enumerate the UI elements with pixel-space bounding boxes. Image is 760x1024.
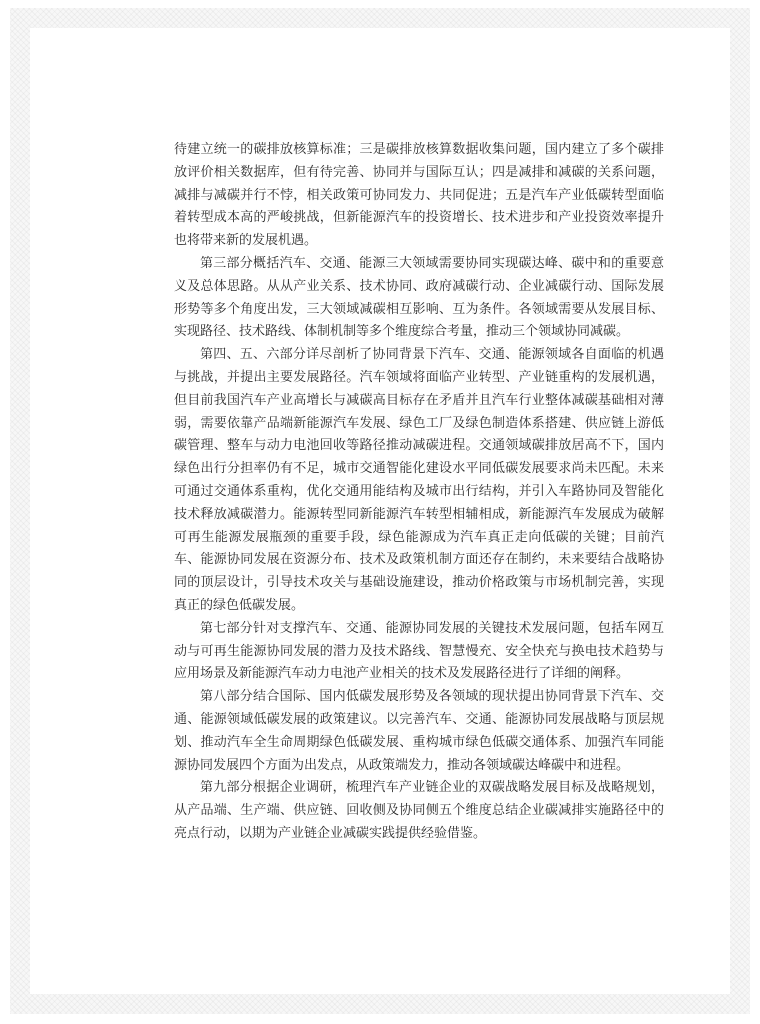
paragraph-continued: 待建立统一的碳排放核算标准；三是碳排放核算数据收集问题，国内建立了多个碳排放评价相关数据库，但有待完善、协同并与国际互认；四是减排和减碳的关系问题，减排与减碳并行不悖，相关政策可协同发力、共同促进；五是汽车产业低碳转型面临着转型成本高的严峻挑战，但新能源汽车的投资增长、技术进步和产业投资效率提升也将带来新的发展机遇。 bbox=[174, 142, 664, 249]
paragraph-part-three: 第三部分概括汽车、交通、能源三大领域需要协同实现碳达峰、碳中和的重要意义及总体思路。从从产业关系、技术协同、政府减碳行动、企业减碳行动、国际发展形势等多个角度出发，三大领域减碳相互影响、互为条件。各领域需要从发展目标、实现路径、技术路线、体制机制等多个维度综合考量，推动三个领域协同减碳。 bbox=[174, 255, 664, 340]
document-body bbox=[174, 139, 664, 846]
paragraph-part-seven: 第七部分针对支撑汽车、交通、能源协同发展的关键技术发展问题，包括车网互动与可再生能源协同发展的潜力及技术路线、智慧慢充、安全快充与换电技术趋势与应用场景及新能源汽车动力电池产业相关的技术及发展路径进行了详细的阐释。 bbox=[174, 620, 664, 682]
document-page bbox=[30, 28, 730, 994]
paragraph-part-eight: 第八部分结合国际、国内低碳发展形势及各领域的现状提出协同背景下汽车、交通、能源领域低碳发展的政策建议。以完善汽车、交通、能源协同发展战略与顶层规划、推动汽车全生命周期绿色低碳发展、重构城市绿色低碳交通体系、加强汽车同能源协同发展四个方面为出发点，从政策端发力，推动各领域碳达峰碳中和进程。 bbox=[174, 689, 664, 773]
paragraph-parts-four-to-six: 第四、五、六部分详尽剖析了协同背景下汽车、交通、能源领域各自面临的机遇与挑战，并提出主要发展路径。汽车领域将面临产业转型、产业链重构的发展机遇，但目前我国汽车产业高增长与减碳高目标存在矛盾并且汽车行业整体减碳基础相对薄弱，需要依靠产品端新能源汽车发展、绿色工厂及绿色制造体系搭建、供应链上游低碳管理、整车与动力电池回收等路径推动减碳进程。交通领域碳排放居高不下，国内绿色出行分担率仍有不足，城市交通智能化建设水平同低碳发展要求尚未匹配。未来可通过交通体系重构，优化交通用能结构及城市出行结构，并引入车路协同及智能化技术释放减碳潜力。能源转型同新能源汽车转型相辅相成，新能源汽车发展成为破解可再生能源发展瓶颈的重要手段，绿色能源成为汽车真正走向低碳的关键；目前汽车、能源协同发展在资源分布、技术及政策机制方面还存在制约，未来要结合战略协同的顶层设计，引导技术攻关与基础设施建设，推动价格政策与市场机制完善，实现真正的绿色低碳发展。 bbox=[174, 347, 664, 613]
page-background bbox=[10, 8, 750, 1014]
paragraph-part-nine: 第九部分根据企业调研，梳理汽车产业链企业的双碳战略发展目标及战略规划，从产品端、生产端、供应链、回收侧及协同侧五个维度总结企业碳减排实施路径中的亮点行动，以期为产业链企业减碳实践提供经验借鉴。 bbox=[174, 780, 664, 841]
